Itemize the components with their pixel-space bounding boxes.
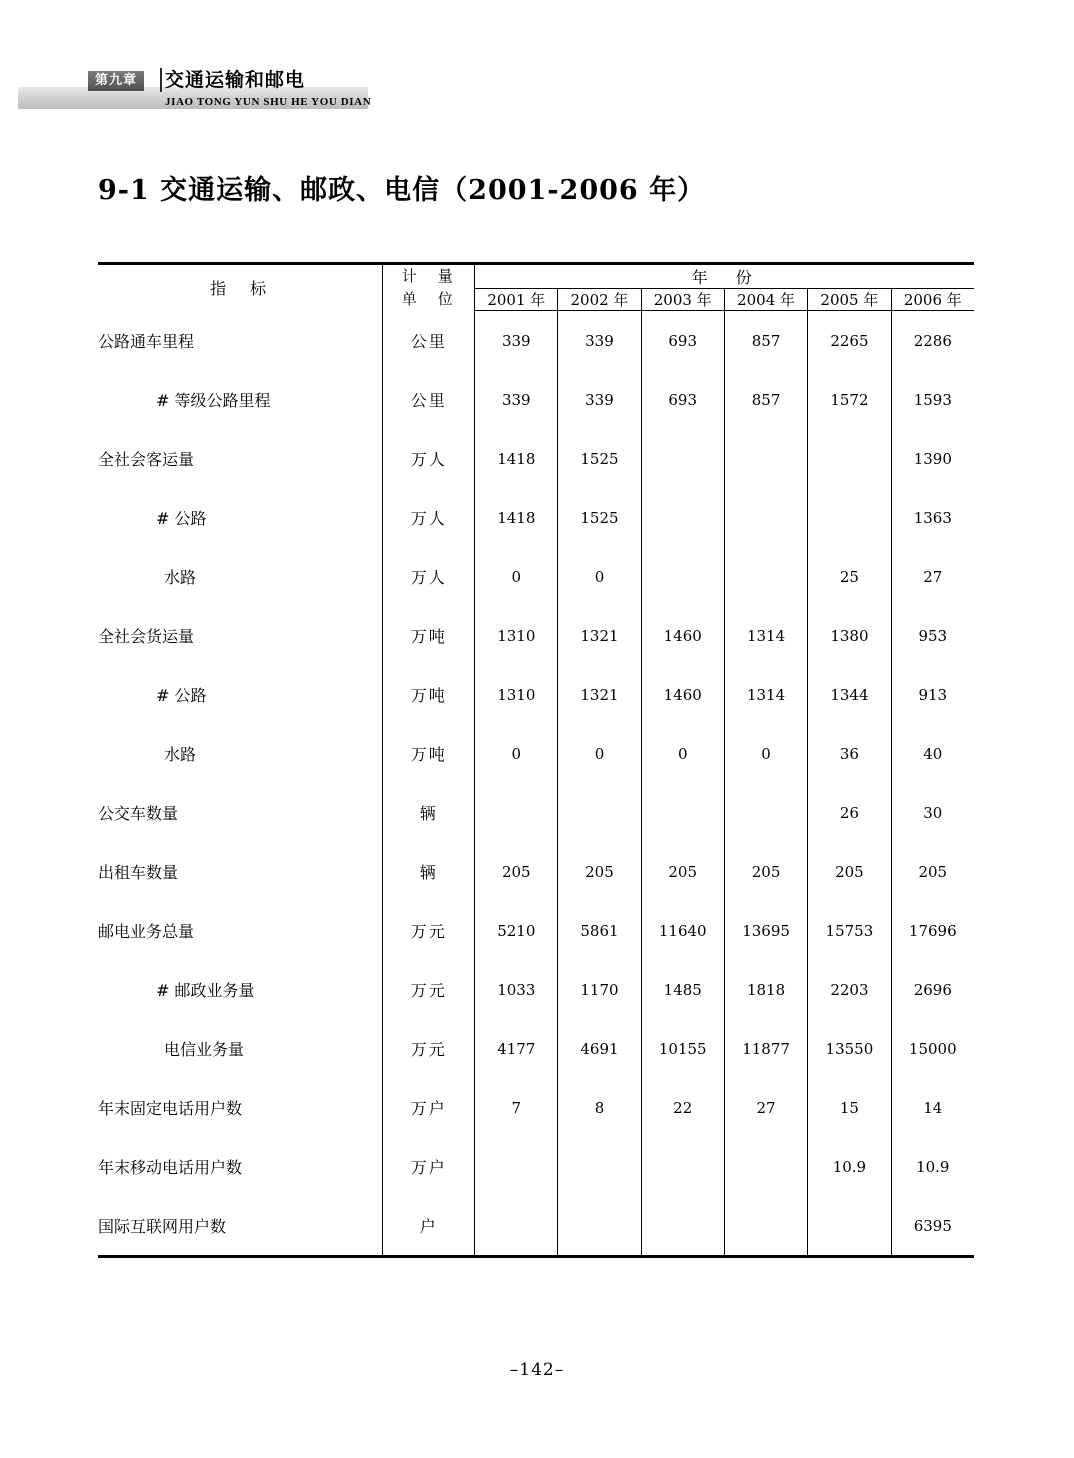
row-indicator-label: 年末移动电话用户数 — [98, 1137, 383, 1196]
row-value — [724, 488, 807, 547]
column-header-year-2002: 2002 年 — [558, 289, 641, 311]
row-value — [475, 1196, 558, 1257]
row-value — [558, 1196, 641, 1257]
column-header-unit-line1: 计 量 — [401, 267, 456, 286]
row-value: 4177 — [475, 1019, 558, 1078]
row-value: 26 — [808, 783, 891, 842]
row-indicator-label: 邮电业务总量 — [98, 901, 383, 960]
table-header — [98, 264, 974, 311]
row-value — [475, 1137, 558, 1196]
row-value: 17696 — [908, 921, 957, 940]
table-row — [98, 1137, 974, 1196]
row-unit: 万吨 — [383, 665, 475, 724]
row-value: 1390 — [913, 449, 952, 468]
row-value: 857 — [724, 370, 807, 429]
column-header-years-group: 年 份 — [475, 264, 974, 289]
row-value — [641, 488, 724, 547]
row-indicator-label: 全社会货运量 — [98, 606, 383, 665]
row-value — [641, 1196, 724, 1257]
page-number: –142– — [509, 1360, 565, 1380]
row-value: 339 — [475, 311, 558, 371]
row-value: 1314 — [724, 606, 807, 665]
row-value — [475, 783, 558, 842]
row-value: 0 — [475, 547, 558, 606]
row-unit: 公里 — [383, 370, 475, 429]
row-value: 2696 — [913, 980, 952, 999]
row-indicator-label: # 公路 — [98, 488, 383, 547]
row-indicator-label: 全社会客运量 — [98, 429, 383, 488]
table-row — [98, 1196, 974, 1257]
row-value: 40 — [923, 744, 943, 763]
row-value — [558, 783, 641, 842]
row-value: 1344 — [808, 665, 891, 724]
row-value: 1593 — [913, 390, 952, 409]
row-value: 5210 — [475, 901, 558, 960]
row-unit: 辆 — [383, 842, 475, 901]
row-unit: 万户 — [383, 1078, 475, 1137]
table-row — [98, 665, 974, 724]
row-indicator-label: 年末固定电话用户数 — [98, 1078, 383, 1137]
row-value: 14 — [923, 1098, 943, 1117]
row-value: 2286 — [913, 331, 952, 350]
table-row — [98, 311, 974, 371]
row-unit: 万吨 — [383, 606, 475, 665]
row-value: 13550 — [808, 1019, 891, 1078]
chapter-header — [0, 60, 1074, 120]
row-value: 0 — [641, 724, 724, 783]
row-indicator-label: # 等级公路里程 — [98, 370, 383, 429]
row-value: 15000 — [908, 1039, 957, 1058]
row-value: 6395 — [891, 1196, 974, 1257]
row-unit: 户 — [383, 1196, 475, 1257]
row-indicator-label: 公交车数量 — [98, 783, 383, 842]
column-header-year-2003: 2003 年 — [641, 289, 724, 311]
row-value: 27 — [923, 567, 943, 586]
row-value: 4691 — [558, 1019, 641, 1078]
row-value: 11877 — [724, 1019, 807, 1078]
row-value — [808, 429, 891, 488]
row-value — [558, 1137, 641, 1196]
row-unit: 公里 — [383, 311, 475, 371]
chapter-title: 交通运输和邮电 — [165, 69, 306, 91]
row-value: 10.9 — [916, 1157, 950, 1176]
row-value: 205 — [641, 842, 724, 901]
row-value: 913 — [918, 685, 948, 704]
row-value: 1380 — [808, 606, 891, 665]
table-row — [98, 488, 974, 547]
row-unit: 万元 — [383, 960, 475, 1019]
column-header-unit-line2: 单 位 — [401, 289, 456, 308]
row-indicator-label: 国际互联网用户数 — [98, 1196, 383, 1257]
row-value — [641, 429, 724, 488]
chapter-header-divider — [160, 68, 162, 92]
table-row — [98, 1019, 974, 1078]
row-indicator-label: 水路 — [98, 547, 383, 606]
chapter-title-pinyin: JIAO TONG YUN SHU HE YOU DIAN — [165, 96, 372, 108]
row-unit: 万元 — [383, 901, 475, 960]
row-value: 1314 — [724, 665, 807, 724]
row-value: 5861 — [558, 901, 641, 960]
row-value: 10.9 — [808, 1137, 891, 1196]
row-value: 1525 — [558, 488, 641, 547]
row-value: 27 — [724, 1078, 807, 1137]
row-value: 1418 — [475, 488, 558, 547]
column-header-unit — [383, 264, 475, 311]
row-unit: 万元 — [383, 1019, 475, 1078]
row-value: 339 — [475, 370, 558, 429]
table-row — [98, 429, 974, 488]
column-header-year-2004: 2004 年 — [724, 289, 807, 311]
row-value: 205 — [918, 862, 948, 881]
row-value: 693 — [641, 370, 724, 429]
row-value: 1460 — [641, 606, 724, 665]
row-value — [641, 1137, 724, 1196]
column-header-year-2005: 2005 年 — [808, 289, 891, 311]
row-indicator-label: 水路 — [98, 724, 383, 783]
column-header-year-2001: 2001 年 — [475, 289, 558, 311]
row-value: 10155 — [641, 1019, 724, 1078]
row-value: 25 — [808, 547, 891, 606]
row-value: 30 — [923, 803, 943, 822]
table-row — [98, 606, 974, 665]
row-value: 1485 — [641, 960, 724, 1019]
row-value — [808, 1196, 891, 1257]
table-row — [98, 901, 974, 960]
row-value: 0 — [558, 547, 641, 606]
row-value: 205 — [724, 842, 807, 901]
row-value — [724, 547, 807, 606]
row-value: 1321 — [558, 665, 641, 724]
table-row — [98, 547, 974, 606]
row-value: 1525 — [558, 429, 641, 488]
chapter-number-tag: 第九章 — [88, 71, 144, 91]
row-value: 1460 — [641, 665, 724, 724]
row-indicator-label: # 公路 — [98, 665, 383, 724]
row-value: 1321 — [558, 606, 641, 665]
row-value: 1170 — [558, 960, 641, 1019]
row-value: 0 — [724, 724, 807, 783]
row-value: 1033 — [475, 960, 558, 1019]
row-value — [641, 783, 724, 842]
table-row — [98, 783, 974, 842]
row-value: 205 — [475, 842, 558, 901]
row-unit: 万人 — [383, 429, 475, 488]
row-value: 2203 — [808, 960, 891, 1019]
row-value: 2265 — [808, 311, 891, 371]
row-value: 1418 — [475, 429, 558, 488]
row-unit: 辆 — [383, 783, 475, 842]
table-header-row-top — [98, 264, 974, 289]
row-value: 0 — [475, 724, 558, 783]
row-indicator-label: 出租车数量 — [98, 842, 383, 901]
row-unit: 万户 — [383, 1137, 475, 1196]
row-value: 339 — [558, 370, 641, 429]
row-value: 205 — [558, 842, 641, 901]
row-value: 0 — [558, 724, 641, 783]
row-value: 1818 — [724, 960, 807, 1019]
table-body — [98, 311, 974, 1257]
column-header-indicator: 指 标 — [98, 264, 383, 311]
row-value: 857 — [724, 311, 807, 371]
row-value: 205 — [808, 842, 891, 901]
row-value: 7 — [475, 1078, 558, 1137]
row-value: 11640 — [641, 901, 724, 960]
row-value — [724, 783, 807, 842]
table-row — [98, 1078, 974, 1137]
row-value: 693 — [641, 311, 724, 371]
table-row — [98, 724, 974, 783]
column-header-year-2006: 2006 年 — [891, 289, 974, 311]
statistics-table-container — [98, 262, 974, 1258]
table-row — [98, 960, 974, 1019]
row-value — [724, 1196, 807, 1257]
row-value: 36 — [808, 724, 891, 783]
row-value: 1310 — [475, 665, 558, 724]
row-value: 22 — [641, 1078, 724, 1137]
row-unit: 万吨 — [383, 724, 475, 783]
row-unit: 万人 — [383, 547, 475, 606]
row-value: 13695 — [724, 901, 807, 960]
row-value: 15 — [808, 1078, 891, 1137]
row-unit: 万人 — [383, 488, 475, 547]
row-value: 953 — [918, 626, 948, 645]
row-indicator-label: 公路通车里程 — [98, 311, 383, 371]
table-row — [98, 370, 974, 429]
row-indicator-label: 电信业务量 — [98, 1019, 383, 1078]
row-value — [724, 429, 807, 488]
row-value: 339 — [558, 311, 641, 371]
row-value — [724, 1137, 807, 1196]
row-indicator-label: # 邮政业务量 — [98, 960, 383, 1019]
row-value — [808, 488, 891, 547]
row-value: 1363 — [913, 508, 952, 527]
statistics-table — [98, 262, 974, 1258]
row-value: 1310 — [475, 606, 558, 665]
row-value: 1572 — [808, 370, 891, 429]
row-value: 15753 — [808, 901, 891, 960]
row-value: 8 — [558, 1078, 641, 1137]
row-value — [641, 547, 724, 606]
table-row — [98, 842, 974, 901]
page-title: 9-1 交通运输、邮政、电信（2001-2006 年） — [98, 175, 706, 206]
